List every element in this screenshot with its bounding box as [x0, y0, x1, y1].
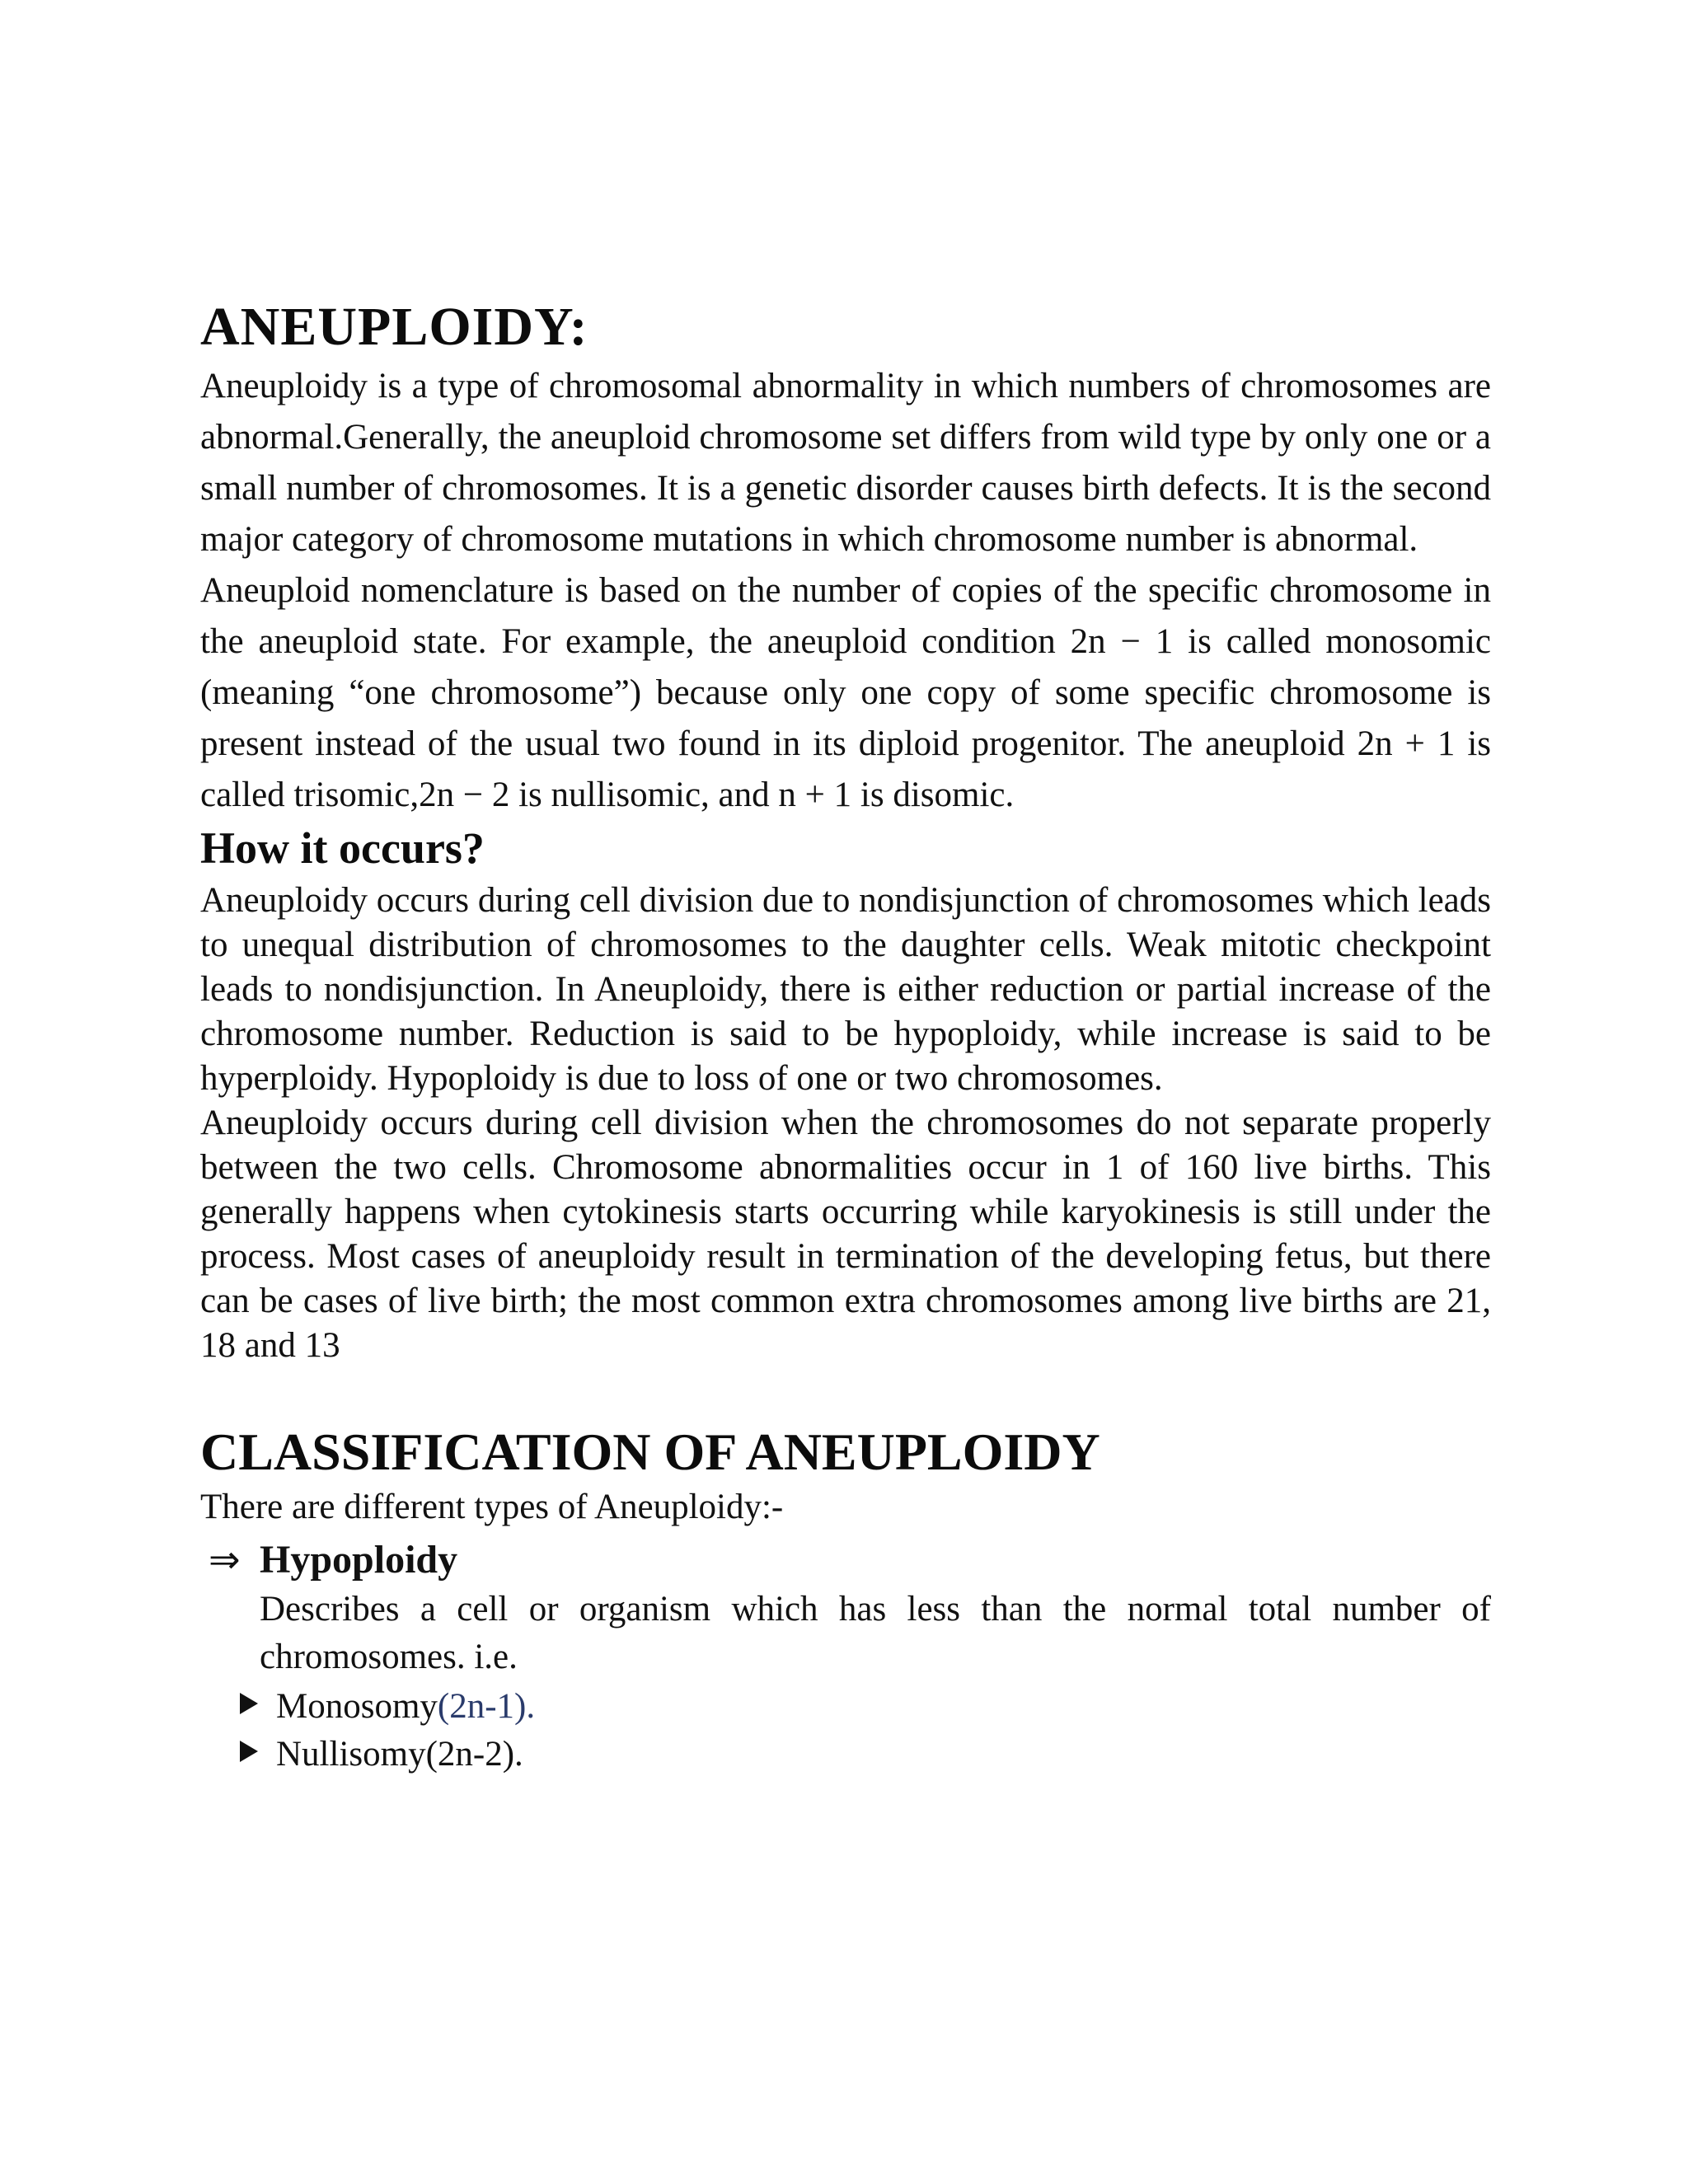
arrowhead-bullet-icon [240, 1741, 258, 1762]
arrowhead-bullet-icon [240, 1693, 258, 1714]
intro-paragraph: Aneuploidy is a type of chromosomal abnormality in which numbers of chromosomes are abnormal.Generally, the aneuploid chromosome set differs from wild type by only one or a small number of chromosomes. It is a genetic disorder causes birth defects. It is the second major category of chromosome mutations in which chromosome number is abnormal. [200, 366, 1491, 559]
category-title: Hypoploidy [260, 1537, 458, 1582]
list-item [240, 1731, 1491, 1779]
document-page [200, 297, 1491, 1779]
category-items [240, 1683, 1491, 1779]
nomenclature-paragraph: Aneuploid nomenclature is based on the number of copies of the specific chromosome in the aneuploid state. For example, the aneuploid condition 2n − 1 is called monosomic (meaning “one chromosome”) because only one copy of some specific chromosome is present instead of the usual two found in its diploid progenitor. The aneuploid 2n + 1 is called trisomic,2n − 2 is nullisomic, and n + 1 is disomic. [200, 570, 1491, 814]
category-description: Describes a cell or organism which has less than the normal total number of chromosomes. i.e. [260, 1589, 1491, 1676]
item-label: Monosomy [276, 1686, 438, 1726]
double-arrow-icon: ⇒ [209, 1536, 241, 1582]
item-label: Nullisomy [276, 1734, 426, 1774]
item-value: (2n-1). [437, 1686, 536, 1726]
item-value: (2n-2). [425, 1734, 523, 1774]
classification-intro: There are different types of Aneuploidy:- [200, 1487, 784, 1526]
occurs-heading: How it occurs? [200, 823, 485, 873]
category-hypoploidy [209, 1535, 1491, 1586]
occurs-paragraph-1: Aneuploidy occurs during cell division due to nondisjunction of chromosomes which leads to unequal distribution of chromosomes to the daughter cells. Weak mitotic checkpoint leads to nondisjunction. In Aneuploidy, there is either reduction or partial increase of the chromosome number. Reduction is said to be hypoploidy, while increase is said to be hyperploidy. Hypoploidy is due to loss of one or two chromosomes. [200, 881, 1491, 1098]
list-item [240, 1683, 1491, 1731]
page-title: ANEUPLOIDY: [200, 297, 588, 357]
classification-heading: CLASSIFICATION OF ANEUPLOIDY [200, 1422, 1100, 1481]
occurs-paragraph-2: Aneuploidy occurs during cell division when the chromosomes do not separate properly between the two cells. Chromosome abnormalities occur in 1 of 160 live births. This generally happens when cytokinesis starts occurring while karyokinesis is still under the process. Most cases of aneuploidy result in termination of the developing fetus, but there can be cases of live birth; the most common extra chromosomes among live births are 21, 18 and 13 [200, 1104, 1491, 1365]
